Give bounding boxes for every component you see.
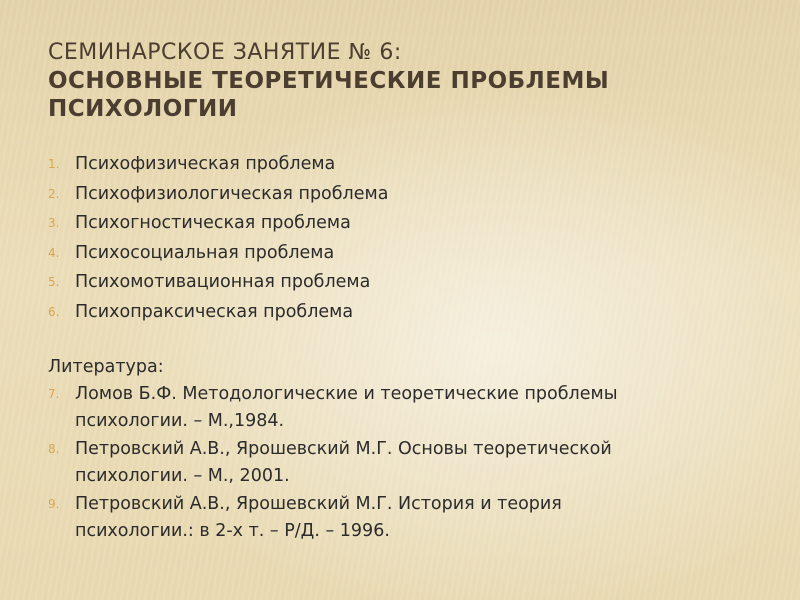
list-number: 5. xyxy=(48,275,60,289)
slide-title xyxy=(48,40,748,123)
title-line-2: ОСНОВНЫЕ ТЕОРЕТИЧЕСКИЕ ПРОБЛЕМЫ xyxy=(48,67,610,94)
list-item-text: Психомотивационная проблема xyxy=(75,272,371,292)
reference-line: Петровский А.В., Ярошевский М.Г. История и теория xyxy=(75,494,562,514)
list-number: 6. xyxy=(48,304,60,319)
title-line-3: ПСИХОЛОГИИ xyxy=(48,95,238,122)
list-item-text: Психогностическая проблема xyxy=(75,213,351,233)
list-number: 3. xyxy=(48,216,60,230)
reference-line: психологии. – М., 2001. xyxy=(75,466,290,486)
list-item xyxy=(48,209,748,239)
list-number: 9. xyxy=(48,497,60,511)
list-item-text: Психосоциальная проблема xyxy=(75,242,335,263)
list-item xyxy=(48,436,748,490)
list-item-text: Психопраксическая проблема xyxy=(75,301,354,322)
list-item xyxy=(48,381,748,435)
list-number: 2. xyxy=(48,186,60,201)
list-number: 1. xyxy=(48,157,60,171)
list-item xyxy=(48,180,748,210)
list-number: 7. xyxy=(48,387,60,401)
list-item xyxy=(48,268,748,298)
list-number: 4. xyxy=(48,245,60,260)
literature-list xyxy=(48,381,748,545)
title-line-1: СЕМИНАРСКОЕ ЗАНЯТИЕ № 6: xyxy=(48,40,402,65)
list-item xyxy=(48,239,748,269)
list-item xyxy=(48,298,748,328)
slide-content xyxy=(48,150,748,546)
reference-line: психологии. – М.,1984. xyxy=(75,411,285,431)
list-item xyxy=(48,491,748,545)
reference-line: психологии.: в 2-х т. – Р/Д. – 1996. xyxy=(75,521,390,541)
literature-heading: Литература: xyxy=(48,357,164,377)
list-item-text: Психофизическая проблема xyxy=(75,154,336,174)
list-item xyxy=(48,150,748,180)
list-number: 8. xyxy=(48,442,60,456)
reference-line: Ломов Б.Ф. Методологические и теоретические проблемы xyxy=(75,384,618,404)
problems-list xyxy=(48,150,748,327)
reference-line: Петровский А.В., Ярошевский М.Г. Основы теоретической xyxy=(75,439,612,459)
list-item-text: Психофизиологическая проблема xyxy=(75,183,389,204)
